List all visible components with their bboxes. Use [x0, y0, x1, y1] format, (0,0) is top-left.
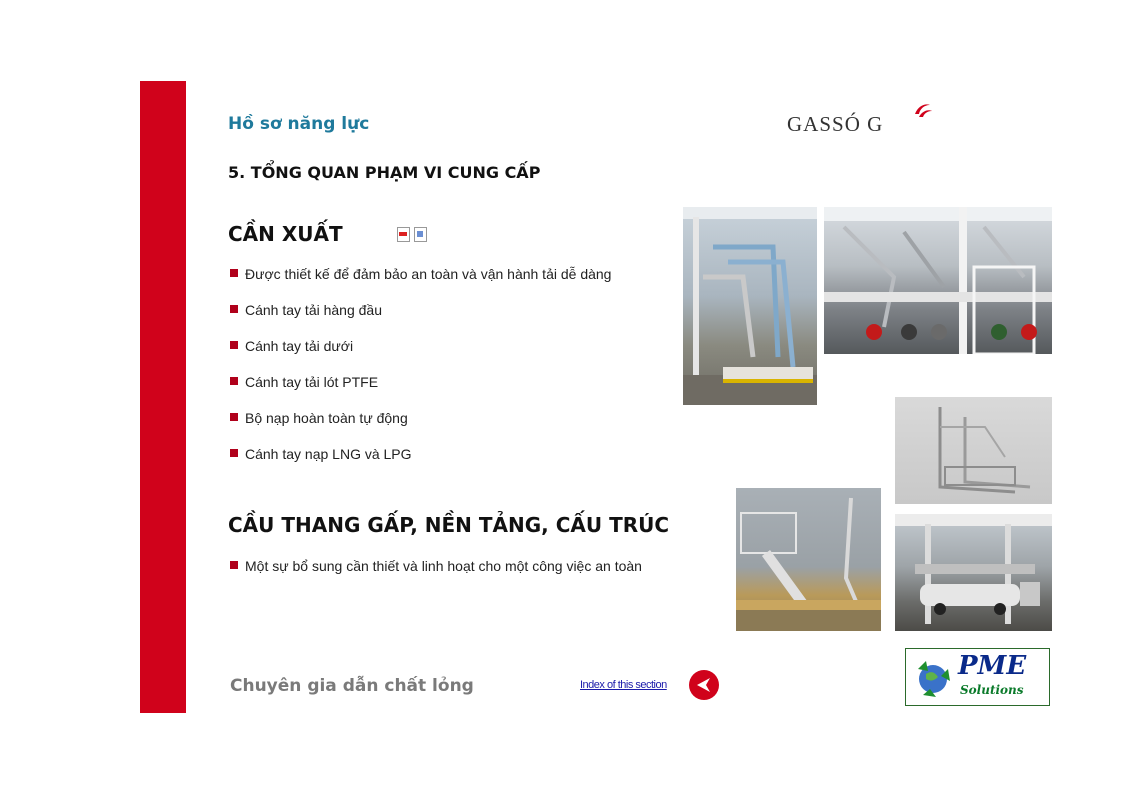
pdf-file-icon[interactable]: [397, 227, 410, 242]
gasso-logo-text: GASSÓ G: [787, 112, 884, 136]
document-file-icon[interactable]: [414, 227, 427, 242]
pme-solutions-logo: [905, 648, 1050, 706]
truck-loading-photo: [895, 514, 1052, 631]
list-item: Bộ nạp hoàn toàn tự động: [230, 408, 660, 428]
heading-loading-arms: CẦN XUẤT: [228, 222, 343, 246]
pme-logo-sub: Solutions: [960, 683, 1024, 697]
footer-tagline: Chuyên gia dẫn chất lỏng: [230, 676, 474, 696]
section-title: 5. TỔNG QUAN PHẠM VI CUNG CẤP: [228, 163, 541, 182]
gasso-logo-swoosh: [787, 100, 937, 140]
list-item: Cánh tay tải hàng đầu: [230, 300, 660, 320]
back-button[interactable]: [689, 670, 719, 700]
list-item: Một sự bổ sung cần thiết và linh hoạt cho một công việc an toàn: [230, 556, 660, 576]
list-item: Cánh tay tải dưới: [230, 336, 660, 356]
gangway-photo: [736, 488, 881, 631]
loading-arm-photo-1: [683, 207, 817, 405]
gasso-logo: [787, 100, 937, 140]
index-of-section-link[interactable]: Index of this section: [580, 679, 667, 691]
bottom-loader-render: [895, 397, 1052, 504]
gangways-list: [230, 556, 660, 592]
pme-logo-main: PME: [958, 651, 1027, 681]
recycle-globe-icon: [908, 649, 958, 705]
side-accent-bar: [140, 81, 186, 713]
back-arrow-icon: [689, 670, 719, 700]
list-item: Được thiết kế để đảm bảo an toàn và vận hành tải dễ dàng: [230, 264, 660, 284]
page-header-title: Hồ sơ năng lực: [228, 114, 370, 134]
heading-gangways-platforms: CẦU THANG GẤP, NỀN TẢNG, CẤU TRÚC: [228, 513, 670, 537]
file-icons: [397, 227, 427, 242]
list-item: Cánh tay tải lót PTFE: [230, 372, 660, 392]
loading-arm-photo-2: [824, 207, 1052, 354]
list-item: Cánh tay nạp LNG và LPG: [230, 444, 660, 464]
loading-arms-list: [230, 264, 660, 480]
